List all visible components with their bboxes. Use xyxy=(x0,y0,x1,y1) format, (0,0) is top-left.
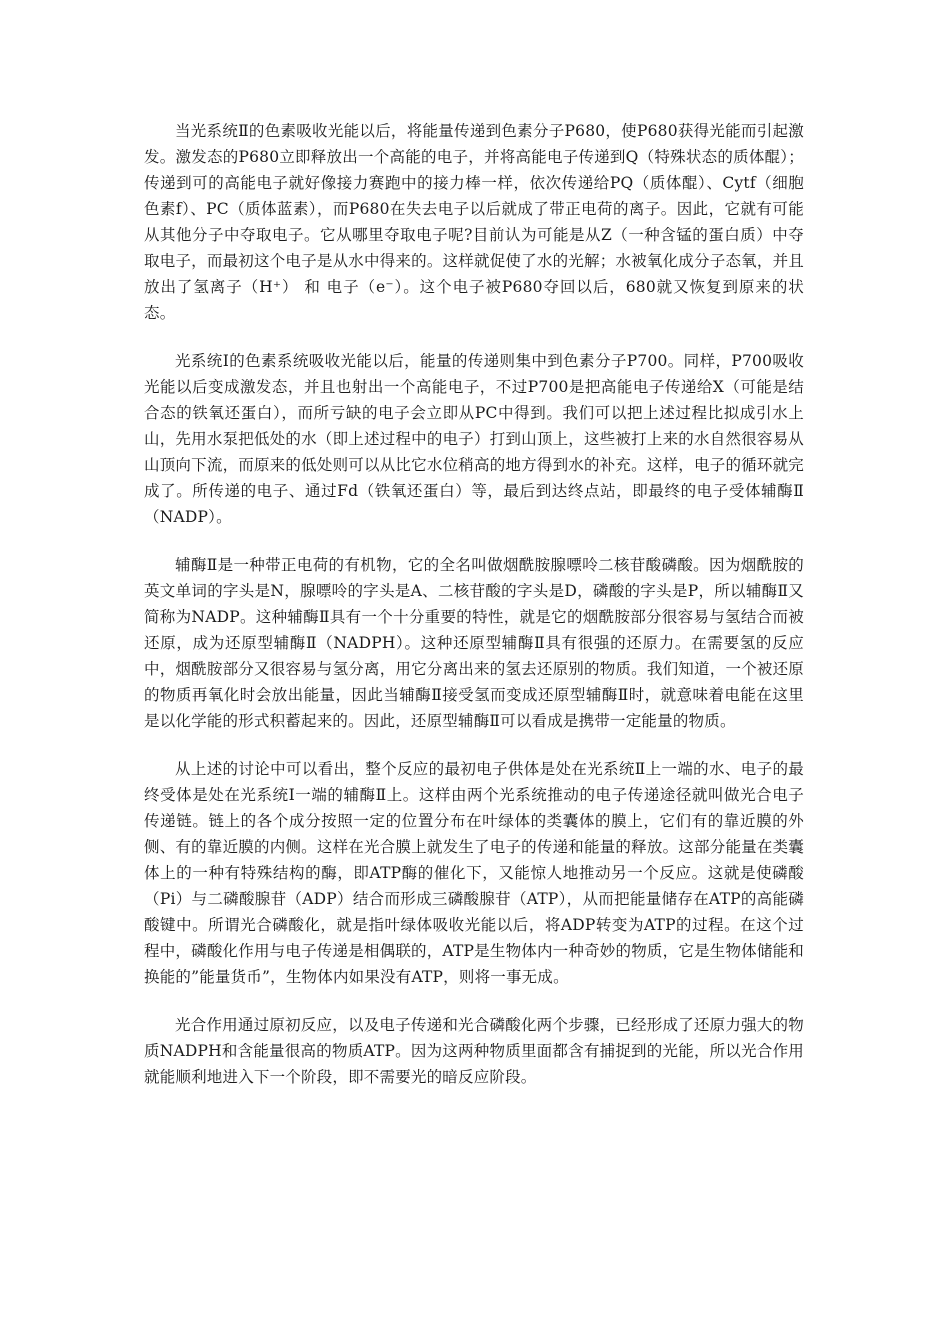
document-body xyxy=(144,118,804,1112)
paragraph-nadp: 辅酶Ⅱ是一种带正电荷的有机物，它的全名叫做烟酰胺腺嘌呤二核苷酸磷酸。因为烟酰胺的英文单词的字头是N，腺嘌呤的字头是A、二核苷酸的字头是D，磷酸的字头是P，所以辅酶Ⅱ又简称为NADP。这种辅酶Ⅱ具有一个十分重要的特性，就是它的烟酰胺部分很容易与氢结合而被还原，成为还原型辅酶Ⅱ（NADPH）。这种还原型辅酶Ⅱ具有很强的还原力。在需要氢的反应中，烟酰胺部分又很容易与氢分离，用它分离出来的氢去还原别的物质。我们知道，一个被还原的物质再氧化时会放出能量，因此当辅酶Ⅱ接受氢而变成还原型辅酶Ⅱ时，就意味着电能在这里是以化学能的形式积蓄起来的。因此，还原型辅酶Ⅱ可以看成是携带一定能量的物质。 xyxy=(144,556,804,730)
paragraph-photosystem-2: 当光系统Ⅱ的色素吸收光能以后，将能量传递到色素分子P680，使P680获得光能而引起激发。激发态的P680立即释放出一个高能的电子，并将高能电子传递到Q（特殊状态的质体醌）；传递到可的高能电子就好像接力赛跑中的接力棒一样，依次传递给PQ（质体醌）、Cytf（细胞色素f）、PC（质体蓝素），而P680在失去电子以后就成了带正电荷的离子。因此，它就有可能从其他分子中夺取电子。它从哪里夺取电子呢?目前认为可能是从Z（一种含锰的蛋白质）中夺取电子，而最初这个电子是从水中得来的。这样就促使了水的光解；水被氧化成分子态氧，并且放出了氢离子（H⁺） 和 电子（e⁻）。这个电子被P680夺回以后，680就又恢复到原来的状态。 xyxy=(144,122,804,322)
paragraph-electron-transport-chain: 从上述的讨论中可以看出，整个反应的最初电子供体是处在光系统Ⅱ上一端的水、电子的最终受体是处在光系统Ⅰ一端的辅酶Ⅱ上。这样由两个光系统推动的电子传递途径就叫做光合电子传递链。链上的各个成分按照一定的位置分布在叶绿体的类囊体的膜上，它们有的靠近膜的外侧、有的靠近膜的内侧。这样在光合膜上就发生了电子的传递和能量的释放。这部分能量在类囊体上的一种有特殊结构的酶，即ATP酶的催化下，又能惊人地推动另一个反应。这就是使磷酸（Pi）与二磷酸腺苷（ADP）结合而形成三磷酸腺苷（ATP），从而把能量储存在ATP的高能磷酸键中。所谓光合磷酸化，就是指叶绿体吸收光能以后，将ADP转变为ATP的过程。在这个过程中，磷酸化作用与电子传递是相偶联的，ATP是生物体内一种奇妙的物质，它是生物体储能和换能的”能量货币”，生物体内如果没有ATP，则将一事无成。 xyxy=(144,760,804,986)
paragraph-summary: 光合作用通过原初反应，以及电子传递和光合磷酸化两个步骤，已经形成了还原力强大的物质NADPH和含能量很高的物质ATP。因为这两种物质里面都含有捕捉到的光能，所以光合作用就能顺利地进入下一个阶段，即不需要光的暗反应阶段。 xyxy=(144,1016,804,1086)
paragraph-photosystem-1: 光系统Ⅰ的色素系统吸收光能以后，能量的传递则集中到色素分子P700。同样，P700吸收光能以后变成激发态，并且也射出一个高能电子，不过P700是把高能电子传递给X（可能是结合态的铁氧还蛋白），而所亏缺的电子会立即从PC中得到。我们可以把上述过程比拟成引水上山，先用水泵把低处的水（即上述过程中的电子）打到山顶上，这些被打上来的水自然很容易从山顶向下流，而原来的低处则可以从比它水位稍高的地方得到水的补充。这样，电子的循环就完成了。所传递的电子、通过Fd（铁氧还蛋白）等，最后到达终点站，即最终的电子受体辅酶Ⅱ（NADP）。 xyxy=(144,352,804,526)
